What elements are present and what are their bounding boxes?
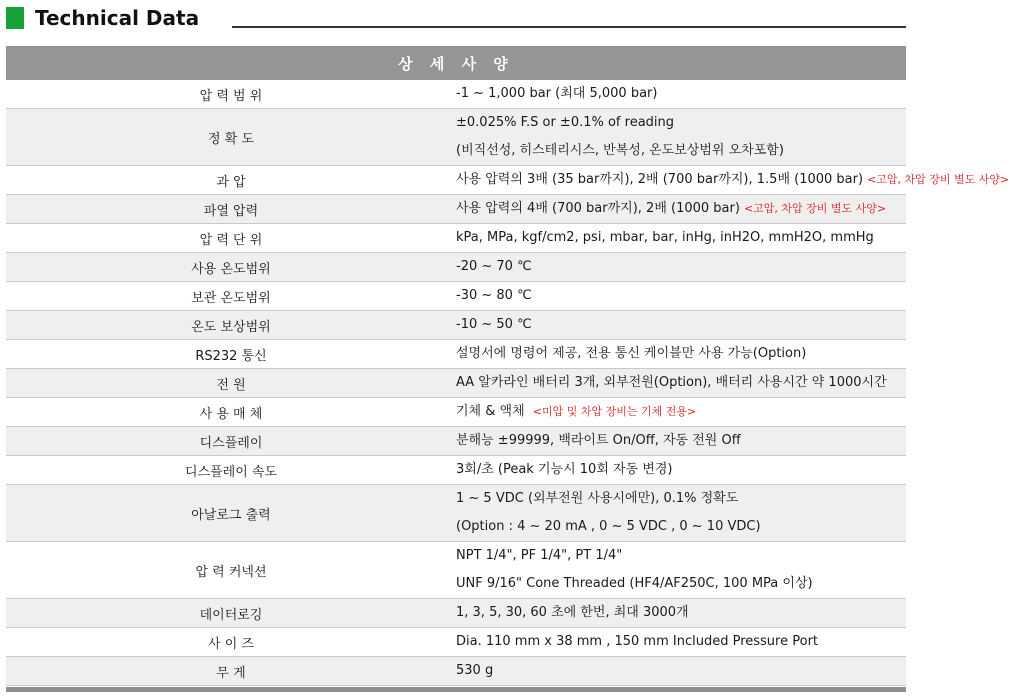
spec-note: <미압 및 차압 장비는 기체 전용> (532, 405, 697, 418)
row-label: 온도 보상범위 (6, 311, 456, 340)
table-heading: 상 세 사 양 (6, 46, 906, 80)
row-value (456, 195, 906, 224)
value-line (456, 109, 906, 137)
value-line (456, 398, 906, 426)
row-value (456, 456, 906, 485)
value-line (456, 570, 906, 598)
value-line (456, 253, 906, 281)
table-row (6, 253, 906, 282)
row-label: 사 용 매 체 (6, 398, 456, 427)
value-line (456, 485, 906, 513)
table-row (6, 109, 906, 166)
value-text: kPa, MPa, kgf/cm2, psi, mbar, bar, inHg, inH2O, mmH2O, mmHg (456, 230, 874, 245)
row-value (456, 369, 906, 398)
row-label: 데이터로깅 (6, 599, 456, 628)
value-text: 530 g (456, 663, 494, 678)
table-row (6, 166, 906, 195)
value-text: 분해능 ±99999, 백라이트 On/Off, 자동 전원 Off (456, 433, 741, 448)
value-text: 사용 압력의 3배 (35 bar까지), 2배 (700 bar까지), 1.5배 (1000 bar) (456, 172, 864, 187)
table-row (6, 340, 906, 369)
row-label: 압 력 단 위 (6, 224, 456, 253)
value-line (456, 137, 906, 165)
table-row (6, 657, 906, 686)
row-value (456, 485, 906, 542)
bottom-divider (6, 687, 906, 692)
row-value (456, 340, 906, 369)
value-text: ±0.025% F.S or ±0.1% of reading (456, 115, 675, 130)
value-text: 사용 압력의 4배 (700 bar까지), 2배 (1000 bar) (456, 201, 740, 216)
value-line (456, 80, 906, 108)
value-text: -1 ~ 1,000 bar (최대 5,000 bar) (456, 86, 658, 101)
value-line (456, 311, 906, 339)
value-text: 1, 3, 5, 30, 60 초에 한번, 최대 3000개 (456, 605, 689, 620)
spec-table (6, 46, 1009, 686)
row-value (456, 628, 906, 657)
page-title: Technical Data (35, 6, 200, 30)
row-value (456, 542, 906, 599)
value-text: -30 ~ 80 ℃ (456, 288, 532, 303)
value-line (456, 456, 906, 484)
green-square-icon (6, 7, 24, 29)
value-text: -20 ~ 70 ℃ (456, 259, 532, 274)
row-value (456, 599, 906, 628)
value-text: (Option : 4 ~ 20 mA , 0 ~ 5 VDC , 0 ~ 10 VDC) (456, 519, 761, 534)
row-value (456, 166, 1009, 195)
value-text: 설명서에 명령어 제공, 전용 통신 케이블만 사용 가능(Option) (456, 346, 807, 361)
section-heading (6, 4, 906, 32)
table-row (6, 80, 906, 109)
heading-divider (232, 26, 906, 28)
table-row (6, 311, 906, 340)
table-header-row (6, 46, 906, 80)
value-line (456, 599, 906, 627)
row-label: RS232 통신 (6, 340, 456, 369)
value-line (456, 340, 906, 368)
row-value (456, 253, 906, 282)
value-text: 3회/초 (Peak 기능시 10회 자동 변경) (456, 462, 673, 477)
table-row (6, 542, 906, 599)
table-row (6, 195, 906, 224)
value-line (456, 166, 1009, 194)
table-row (6, 456, 906, 485)
row-value (456, 282, 906, 311)
row-value (456, 80, 906, 109)
row-label: 사 이 즈 (6, 628, 456, 657)
row-label: 디스플레이 (6, 427, 456, 456)
row-label: 무 게 (6, 657, 456, 686)
table-row (6, 599, 906, 628)
table-row (6, 369, 906, 398)
value-text: Dia. 110 mm x 38 mm , 150 mm Included Pressure Port (456, 634, 819, 649)
row-value (456, 109, 906, 166)
table-row (6, 282, 906, 311)
table-row (6, 628, 906, 657)
value-line (456, 369, 906, 397)
value-text: -10 ~ 50 ℃ (456, 317, 532, 332)
row-value (456, 398, 906, 427)
value-line (456, 628, 906, 656)
value-line (456, 542, 906, 570)
row-label: 전 원 (6, 369, 456, 398)
value-line (456, 513, 906, 541)
table-row (6, 224, 906, 253)
value-text: (비직선성, 히스테리시스, 반복성, 온도보상범위 오차포함) (456, 143, 784, 158)
value-text: 1 ~ 5 VDC (외부전원 사용시에만), 0.1% 정확도 (456, 491, 739, 506)
row-value (456, 224, 906, 253)
value-line (456, 427, 906, 455)
table-row (6, 398, 906, 427)
row-label: 아날로그 출력 (6, 485, 456, 542)
row-label: 압 력 범 위 (6, 80, 456, 109)
value-line (456, 282, 906, 310)
row-label: 과 압 (6, 166, 456, 195)
table-row (6, 427, 906, 456)
row-label: 압 력 커넥션 (6, 542, 456, 599)
row-label: 보관 온도범위 (6, 282, 456, 311)
spec-note: <고압, 차압 장비 별도 사양> (867, 173, 1009, 186)
table-row (6, 485, 906, 542)
row-label: 파열 압력 (6, 195, 456, 224)
value-line (456, 224, 906, 252)
spec-note: <고압, 차압 장비 별도 사양> (743, 202, 887, 215)
value-text: UNF 9/16" Cone Threaded (HF4/AF250C, 100 MPa 이상) (456, 576, 813, 591)
row-value (456, 427, 906, 456)
value-text: NPT 1/4", PF 1/4", PT 1/4" (456, 548, 623, 563)
row-value (456, 311, 906, 340)
row-label: 정 확 도 (6, 109, 456, 166)
value-line (456, 195, 906, 223)
value-line (456, 657, 906, 685)
row-label: 디스플레이 속도 (6, 456, 456, 485)
value-text: 기체 & 액체 (456, 404, 529, 419)
row-label: 사용 온도범위 (6, 253, 456, 282)
row-value (456, 657, 906, 686)
value-text: AA 알카라인 배터리 3개, 외부전원(Option), 배터리 사용시간 약 1000시간 (456, 375, 887, 390)
